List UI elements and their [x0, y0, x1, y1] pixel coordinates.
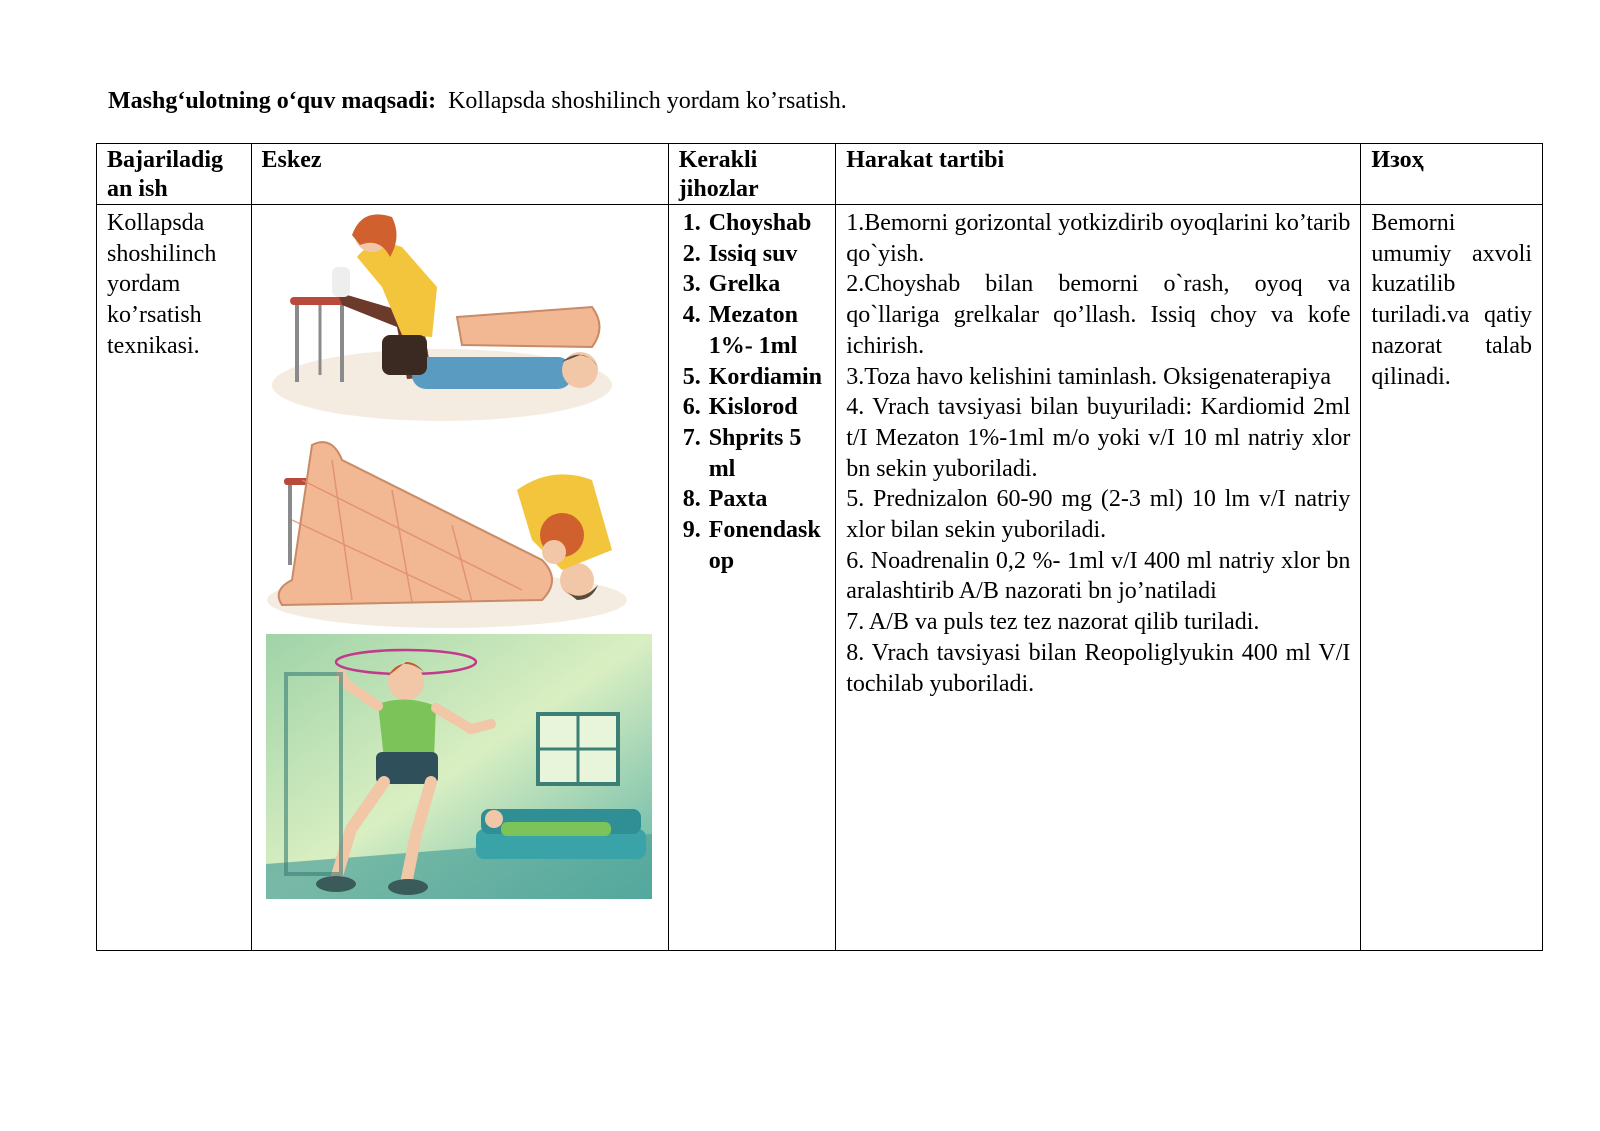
list-item: 3. Grelka: [707, 269, 832, 300]
header-sketch: Eskez: [251, 144, 668, 205]
sketch-cell: [251, 205, 668, 951]
header-steps: Harakat tartibi: [836, 144, 1361, 205]
step-item: 4. Vrach tavsiyasi bilan buyuriladi: Kardiomid 2ml t/I Mezaton 1%-1ml m/o yoki v/I 10 ml natriy xlor bn sekin yuboriladi.: [846, 394, 1351, 482]
procedure-table: [96, 143, 1543, 951]
note-cell: Bemorni umumiy axvoli kuzatilib turiladi.va qatiy nazorat talab qilinadi.: [1361, 205, 1543, 951]
blanket-cover-illustration: [262, 440, 632, 630]
list-item: 6. Kislorod: [707, 392, 832, 423]
equipment-cell: [668, 205, 836, 951]
step-item: 7. A/B va puls tez tez nazorat qilib turiladi.: [846, 609, 1260, 636]
step-item: 8. Vrach tavsiyasi bilan Reopoliglyukin 400 ml V/I tochilab yuboriladi.: [846, 639, 1351, 697]
steps-cell: [836, 205, 1361, 951]
equipment-list: [675, 208, 832, 576]
header-equipment: Kerakli jihozlar: [668, 144, 836, 205]
list-item: 2. Issiq suv: [707, 239, 832, 270]
list-item: 9. Fonendaskop: [707, 515, 832, 576]
list-item: 7. Shprits 5 ml: [707, 423, 832, 484]
step-item: 1.Bemorni gorizontal yotkizdirib oyoqlarini ko’tarib qo`yish.: [846, 210, 1351, 267]
list-item: 5. Kordiamin: [707, 362, 832, 393]
step-item: 5. Prednizalon 60-90 mg (2-3 ml) 10 lm v/I natriy xlor bilan sekin yuboriladi.: [846, 486, 1351, 544]
table-row: [97, 205, 1543, 951]
step-item: 3.Toza havo kelishini taminlash. Oksigenaterapiya: [846, 363, 1332, 390]
list-item: 1. Choyshab: [707, 208, 832, 239]
page-heading: [108, 88, 847, 115]
step-item: 6. Noadrenalin 0,2 %- 1ml v/I 400 ml natriy xlor bn aralashtirib A/B nazorati bn jo’natiladi: [846, 547, 1351, 605]
step-item: 2.Choyshab bilan bemorni o`rash, oyoq va qo`llariga grelkalar qo’llash. Issiq choy va kofe ichirish.: [846, 271, 1351, 359]
leg-elevation-illustration: [262, 207, 617, 427]
heading-text: Kollapsda shoshilinch yordam ko’rsatish.: [448, 88, 847, 114]
sketch-area: [252, 205, 668, 945]
task-cell: Kollapsda shoshilinch yordam ko’rsatish texnikasi.: [97, 205, 252, 951]
heading-label: Mashg‘ulotning o‘quv maqsadi:: [108, 88, 437, 114]
dizzy-man-illustration: [266, 634, 652, 899]
header-task: Bajariladig an ish: [97, 144, 252, 205]
header-note: Изоҳ: [1361, 144, 1543, 205]
list-item: 8. Paxta: [707, 484, 832, 515]
list-item: 4. Mezaton 1%- 1ml: [707, 300, 832, 361]
table-header-row: [97, 144, 1543, 205]
